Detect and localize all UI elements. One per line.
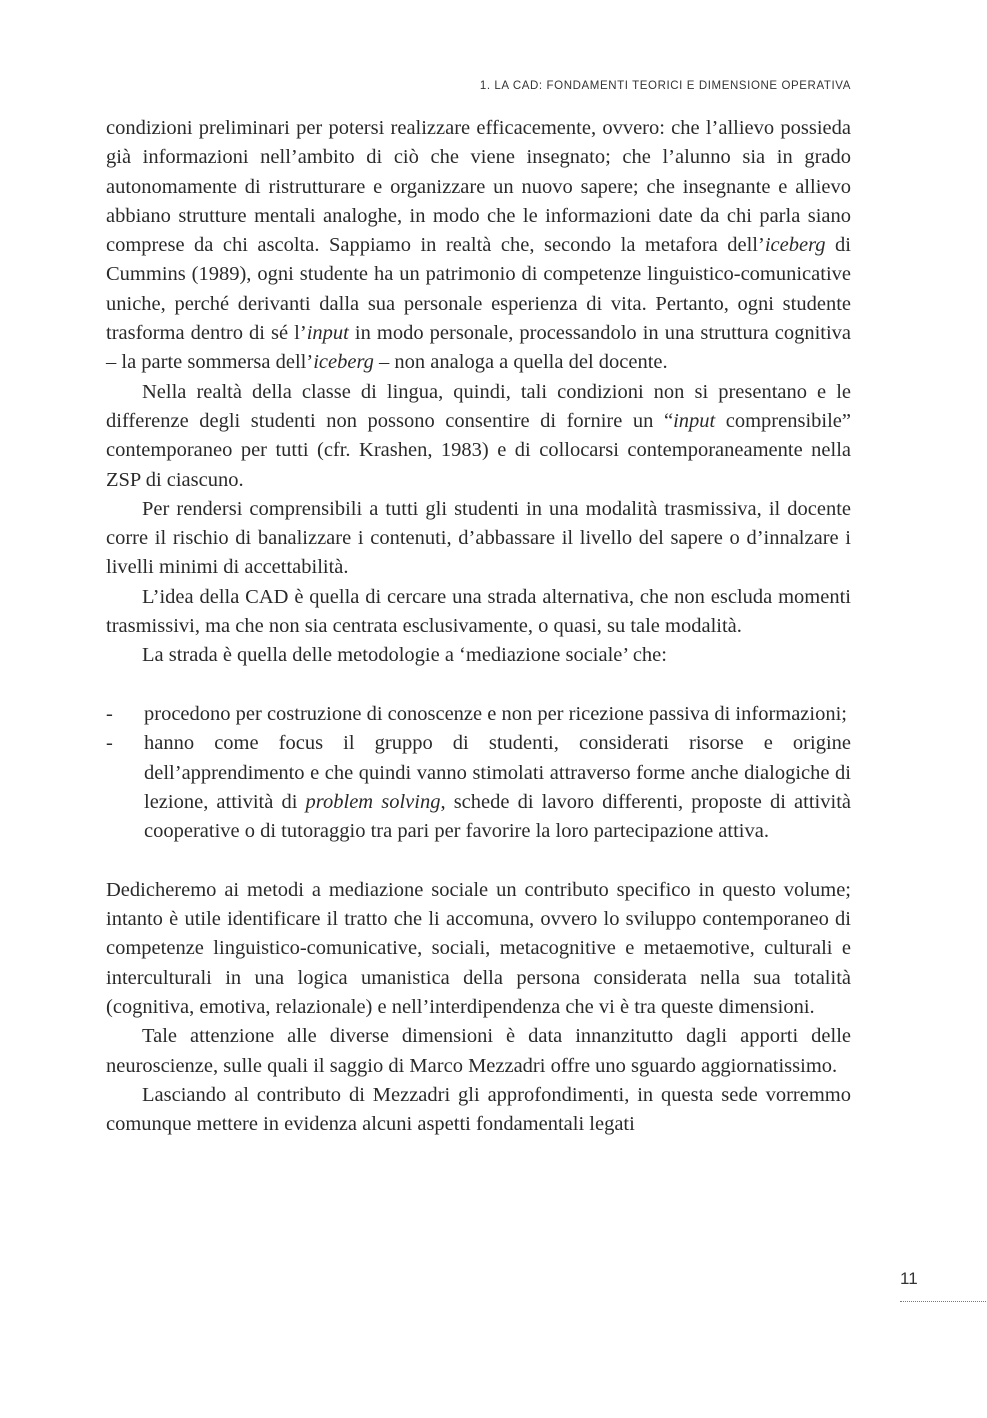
paragraph-3: Per rendersi comprensibili a tutti gli studenti in una modalità trasmissiva, il docente corre il rischio di banalizzare i contenuti, d’abbassare il livello del sapere o d’innalzare i livelli minimi di accettabilità.	[106, 497, 851, 579]
text-run: condizioni preliminari per potersi realizzare efficacemente, ovvero: che l’allievo possieda già informazioni nell’ambito di ciò che viene insegnato; che l’alunno sia in grado autonomamente di ristrutturare e organizzare un nuovo sapere; che insegnante e allievo abbiano strutture mentali analoghe, in modo che le informazioni date da chi parla siano comprese da chi ascolta. Sappiamo in realtà che, secondo la metafora dell’	[106, 117, 851, 257]
text-run: comprensibile” contemporaneo per tutti (cfr. Krashen, 1983) e di collocarsi contemporaneamente nella ZSP di ciascuno.	[106, 409, 851, 491]
paragraph-5: La strada è quella delle metodologie a ‘mediazione sociale’ che:	[142, 644, 667, 667]
paragraph-8: Lasciando al contributo di Mezzadri gli approfondimenti, in questa sede vorremmo comunque mettere in evidenza alcuni aspetti fondamentali legati	[106, 1083, 851, 1136]
italic-term: problem solving	[305, 790, 441, 813]
text-run: Nella realtà della classe di lingua, quindi, tali condizioni non si presentano e le differenze degli studenti non possono consentire di fornire un “	[106, 380, 851, 432]
paragraph-1	[106, 114, 851, 378]
paragraph-4: L’idea della CAD è quella di cercare una strada alternativa, che non escluda momenti trasmissivi, ma che non sia centrata esclusivamente, o quasi, su tale modalità.	[106, 585, 851, 638]
spacer	[106, 671, 851, 700]
paragraph-6: Dedicheremo ai metodi a mediazione sociale un contributo specifico in questo volume; intanto è utile identificare il tratto che li accomuna, ovvero lo sviluppo contemporaneo di competenze linguistico-comunicative, sociali, metacognitive e metaemotive, culturali e interculturali in una logica umanistica della persona considerata nella sua totalità (cognitiva, emotiva, relazionale) e nell’interdipendenza che vi è tra queste dimensioni.	[106, 878, 851, 1018]
body-text	[106, 114, 851, 1139]
list-item-text	[144, 732, 851, 842]
spacer	[106, 846, 851, 875]
list-item-text: procedono per costruzione di conoscenze e non per ricezione passiva di informazioni;	[144, 702, 847, 725]
page-number-rule	[900, 1301, 986, 1302]
italic-term: input	[306, 322, 349, 345]
text-run: – non analoga a quella del docente.	[373, 351, 668, 374]
list-bullet: -	[106, 702, 113, 725]
text-run: di Cummins (1989), ogni studente ha un patrimonio di competenze linguistico-comunicative uniche, perché derivanti dalla sua personale esperienza di vita. Pertanto, ogni studente trasforma dentro di sé l’	[106, 234, 851, 345]
text-run: in modo personale, processandolo in una struttura cognitiva – la parte sommersa dell’	[106, 322, 852, 374]
list-item	[106, 700, 851, 729]
italic-term: iceberg	[764, 234, 826, 257]
list-item	[106, 729, 851, 846]
italic-term: input	[673, 409, 716, 432]
running-head: 1. LA CAD: FONDAMENTI TEORICI E DIMENSIONE OPERATIVA	[479, 80, 851, 92]
page-number: 11	[900, 1269, 918, 1288]
text-run: , schede di lavoro differenti, proposte di attività cooperative o di tutoraggio tra pari per favorire la loro partecipazione attiva.	[144, 790, 851, 843]
text-run: hanno come focus il gruppo di studenti, considerati risorse e origine dell’apprendimento e che quindi vanno stimolati attraverso forme anche dialogiche di lezione, attività di	[144, 732, 851, 813]
list-bullet: -	[106, 732, 113, 755]
italic-term: iceberg	[313, 351, 374, 374]
paragraph-7: Tale attenzione alle diverse dimensioni è data innanzitutto dagli apporti delle neuroscienze, sulle quali il saggio di Marco Mezzadri offre uno sguardo aggiornatissimo.	[106, 1025, 851, 1077]
paragraph-2	[106, 378, 851, 495]
